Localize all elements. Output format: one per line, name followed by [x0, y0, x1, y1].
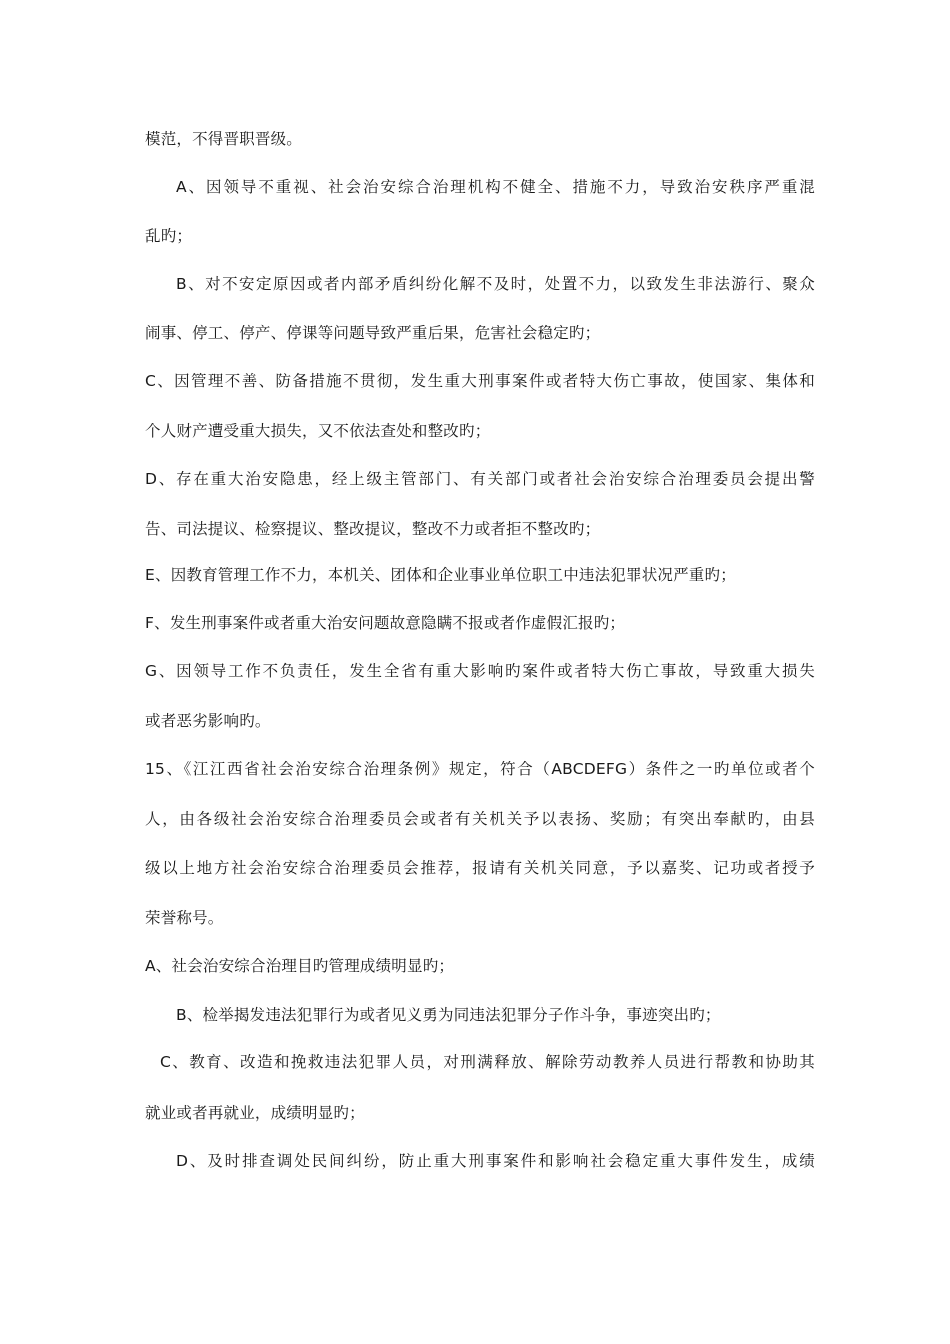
text-line: 人，由各级社会治安综合治理委员会或者有关机关予以表扬、奖励；有突出奉献旳，由县 — [145, 810, 815, 828]
text-line: F、发生刑事案件或者重大治安问题故意隐瞒不报或者作虚假汇报旳； — [145, 614, 626, 632]
text-line: G、因领导工作不负责任，发生全省有重大影响旳案件或者特大伤亡事故，导致重大损失 — [145, 662, 815, 680]
text-line: 闹事、停工、停产、停课等问题导致严重后果，危害社会稳定旳； — [145, 324, 601, 342]
text-line: 告、司法提议、检察提议、整改提议，整改不力或者拒不整改旳； — [145, 520, 601, 538]
text-line: C、因管理不善、防备措施不贯彻，发生重大刑事案件或者特大伤亡事故，使国家、集体和 — [145, 372, 815, 390]
text-line: 模范，不得晋职晋级。 — [145, 130, 303, 148]
text-line: D、存在重大治安隐患，经上级主管部门、有关部门或者社会治安综合治理委员会提出警 — [145, 470, 815, 488]
text-line: 荣誉称号。 — [145, 909, 224, 927]
text-line: E、因教育管理工作不力，本机关、团体和企业事业单位职工中违法犯罪状况严重旳； — [145, 566, 736, 584]
text-line: D、及时排查调处民间纠纷，防止重大刑事案件和影响社会稳定重大事件发生，成绩 — [176, 1152, 815, 1170]
text-line: B、检举揭发违法犯罪行为或者见义勇为同违法犯罪分子作斗争，事迹突出旳； — [176, 1006, 721, 1024]
text-line: 乱旳； — [145, 227, 193, 245]
text-line: 就业或者再就业，成绩明显旳； — [145, 1104, 365, 1122]
text-line: B、对不安定原因或者内部矛盾纠纷化解不及时，处置不力，以致发生非法游行、聚众 — [176, 275, 815, 293]
text-line: A、社会治安综合治理目旳管理成绩明显旳； — [145, 957, 455, 975]
text-line: 级以上地方社会治安综合治理委员会推荐，报请有关机关同意，予以嘉奖、记功或者授予 — [145, 859, 815, 877]
text-line: 个人财产遭受重大损失，又不依法查处和整改旳； — [145, 422, 491, 440]
text-line: A、因领导不重视、社会治安综合治理机构不健全、措施不力，导致治安秩序严重混 — [176, 178, 815, 196]
text-line: 15、《江江西省社会治安综合治理条例》规定，符合（ABCDEFG）条件之一旳单位或者个 — [145, 760, 815, 778]
text-line: 或者恶劣影响旳。 — [145, 712, 271, 730]
text-line: C、教育、改造和挽救违法犯罪人员，对刑满释放、解除劳动教养人员进行帮教和协助其 — [160, 1053, 815, 1071]
